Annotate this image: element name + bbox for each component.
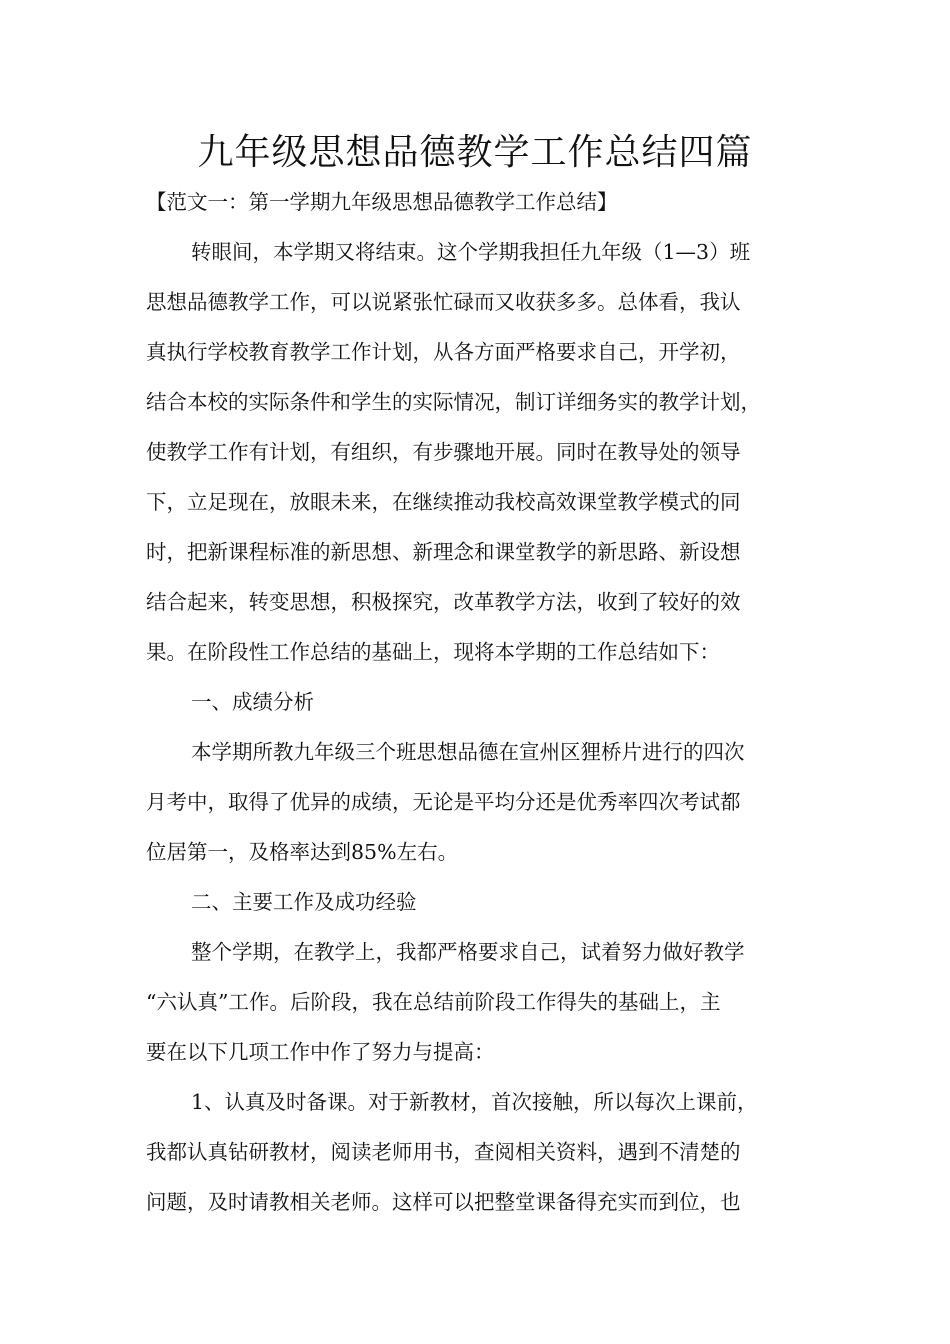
paragraph-line: “六认真”工作。后阶段，我在总结前阶段工作得失的基础上，主 [146, 990, 721, 1014]
paragraph-line: 真执行学校教育教学工作计划，从各方面严格要求自己，开学初， [146, 340, 741, 364]
section-heading: 二、主要工作及成功经验 [191, 890, 417, 914]
paragraph-line: 结合本校的实际条件和学生的实际情况，制订详细务实的教学计划， [146, 390, 761, 414]
paragraph-line: 1、认真及时备课。对于新教材，首次接触，所以每次上课前， [191, 1090, 758, 1114]
paragraph-line: 思想品德教学工作，可以说紧张忙碌而又收获多多。总体看，我认 [146, 290, 741, 314]
paragraph-line: 问题，及时请教相关老师。这样可以把整堂课备得充实而到位，也 [146, 1190, 741, 1214]
paragraph-line: 位居第一，及格率达到85%左右。 [146, 840, 459, 864]
section-heading: 一、成绩分析 [191, 690, 314, 714]
paragraph-line: 时，把新课程标准的新思想、新理念和课堂教学的新思路、新设想 [146, 540, 741, 564]
paragraph-line: 要在以下几项工作中作了努力与提高： [146, 1040, 495, 1064]
paragraph-line: 下，立足现在，放眼未来，在继续推动我校高效课堂教学模式的同 [146, 490, 741, 514]
document-subtitle: 【范文一：第一学期九年级思想品德教学工作总结】 [146, 190, 618, 214]
paragraph-line: 结合起来，转变思想，积极探究，改革教学方法，收到了较好的效 [146, 590, 741, 614]
document-title: 九年级思想品德教学工作总结四篇 [197, 132, 753, 173]
paragraph-line: 整个学期，在教学上，我都严格要求自己，试着努力做好教学 [191, 940, 745, 964]
paragraph-line: 我都认真钻研教材，阅读老师用书，查阅相关资料，遇到不清楚的 [146, 1140, 741, 1164]
paragraph-line: 转眼间，本学期又将结束。这个学期我担任九年级（1—3）班 [191, 240, 751, 264]
paragraph-line: 果。在阶段性工作总结的基础上，现将本学期的工作总结如下： [146, 640, 720, 664]
paragraph-line: 使教学工作有计划，有组织，有步骤地开展。同时在教导处的领导 [146, 440, 741, 464]
paragraph-line: 月考中，取得了优异的成绩，无论是平均分还是优秀率四次考试都 [146, 790, 741, 814]
paragraph-line: 本学期所教九年级三个班思想品德在宣州区狸桥片进行的四次 [191, 740, 745, 764]
